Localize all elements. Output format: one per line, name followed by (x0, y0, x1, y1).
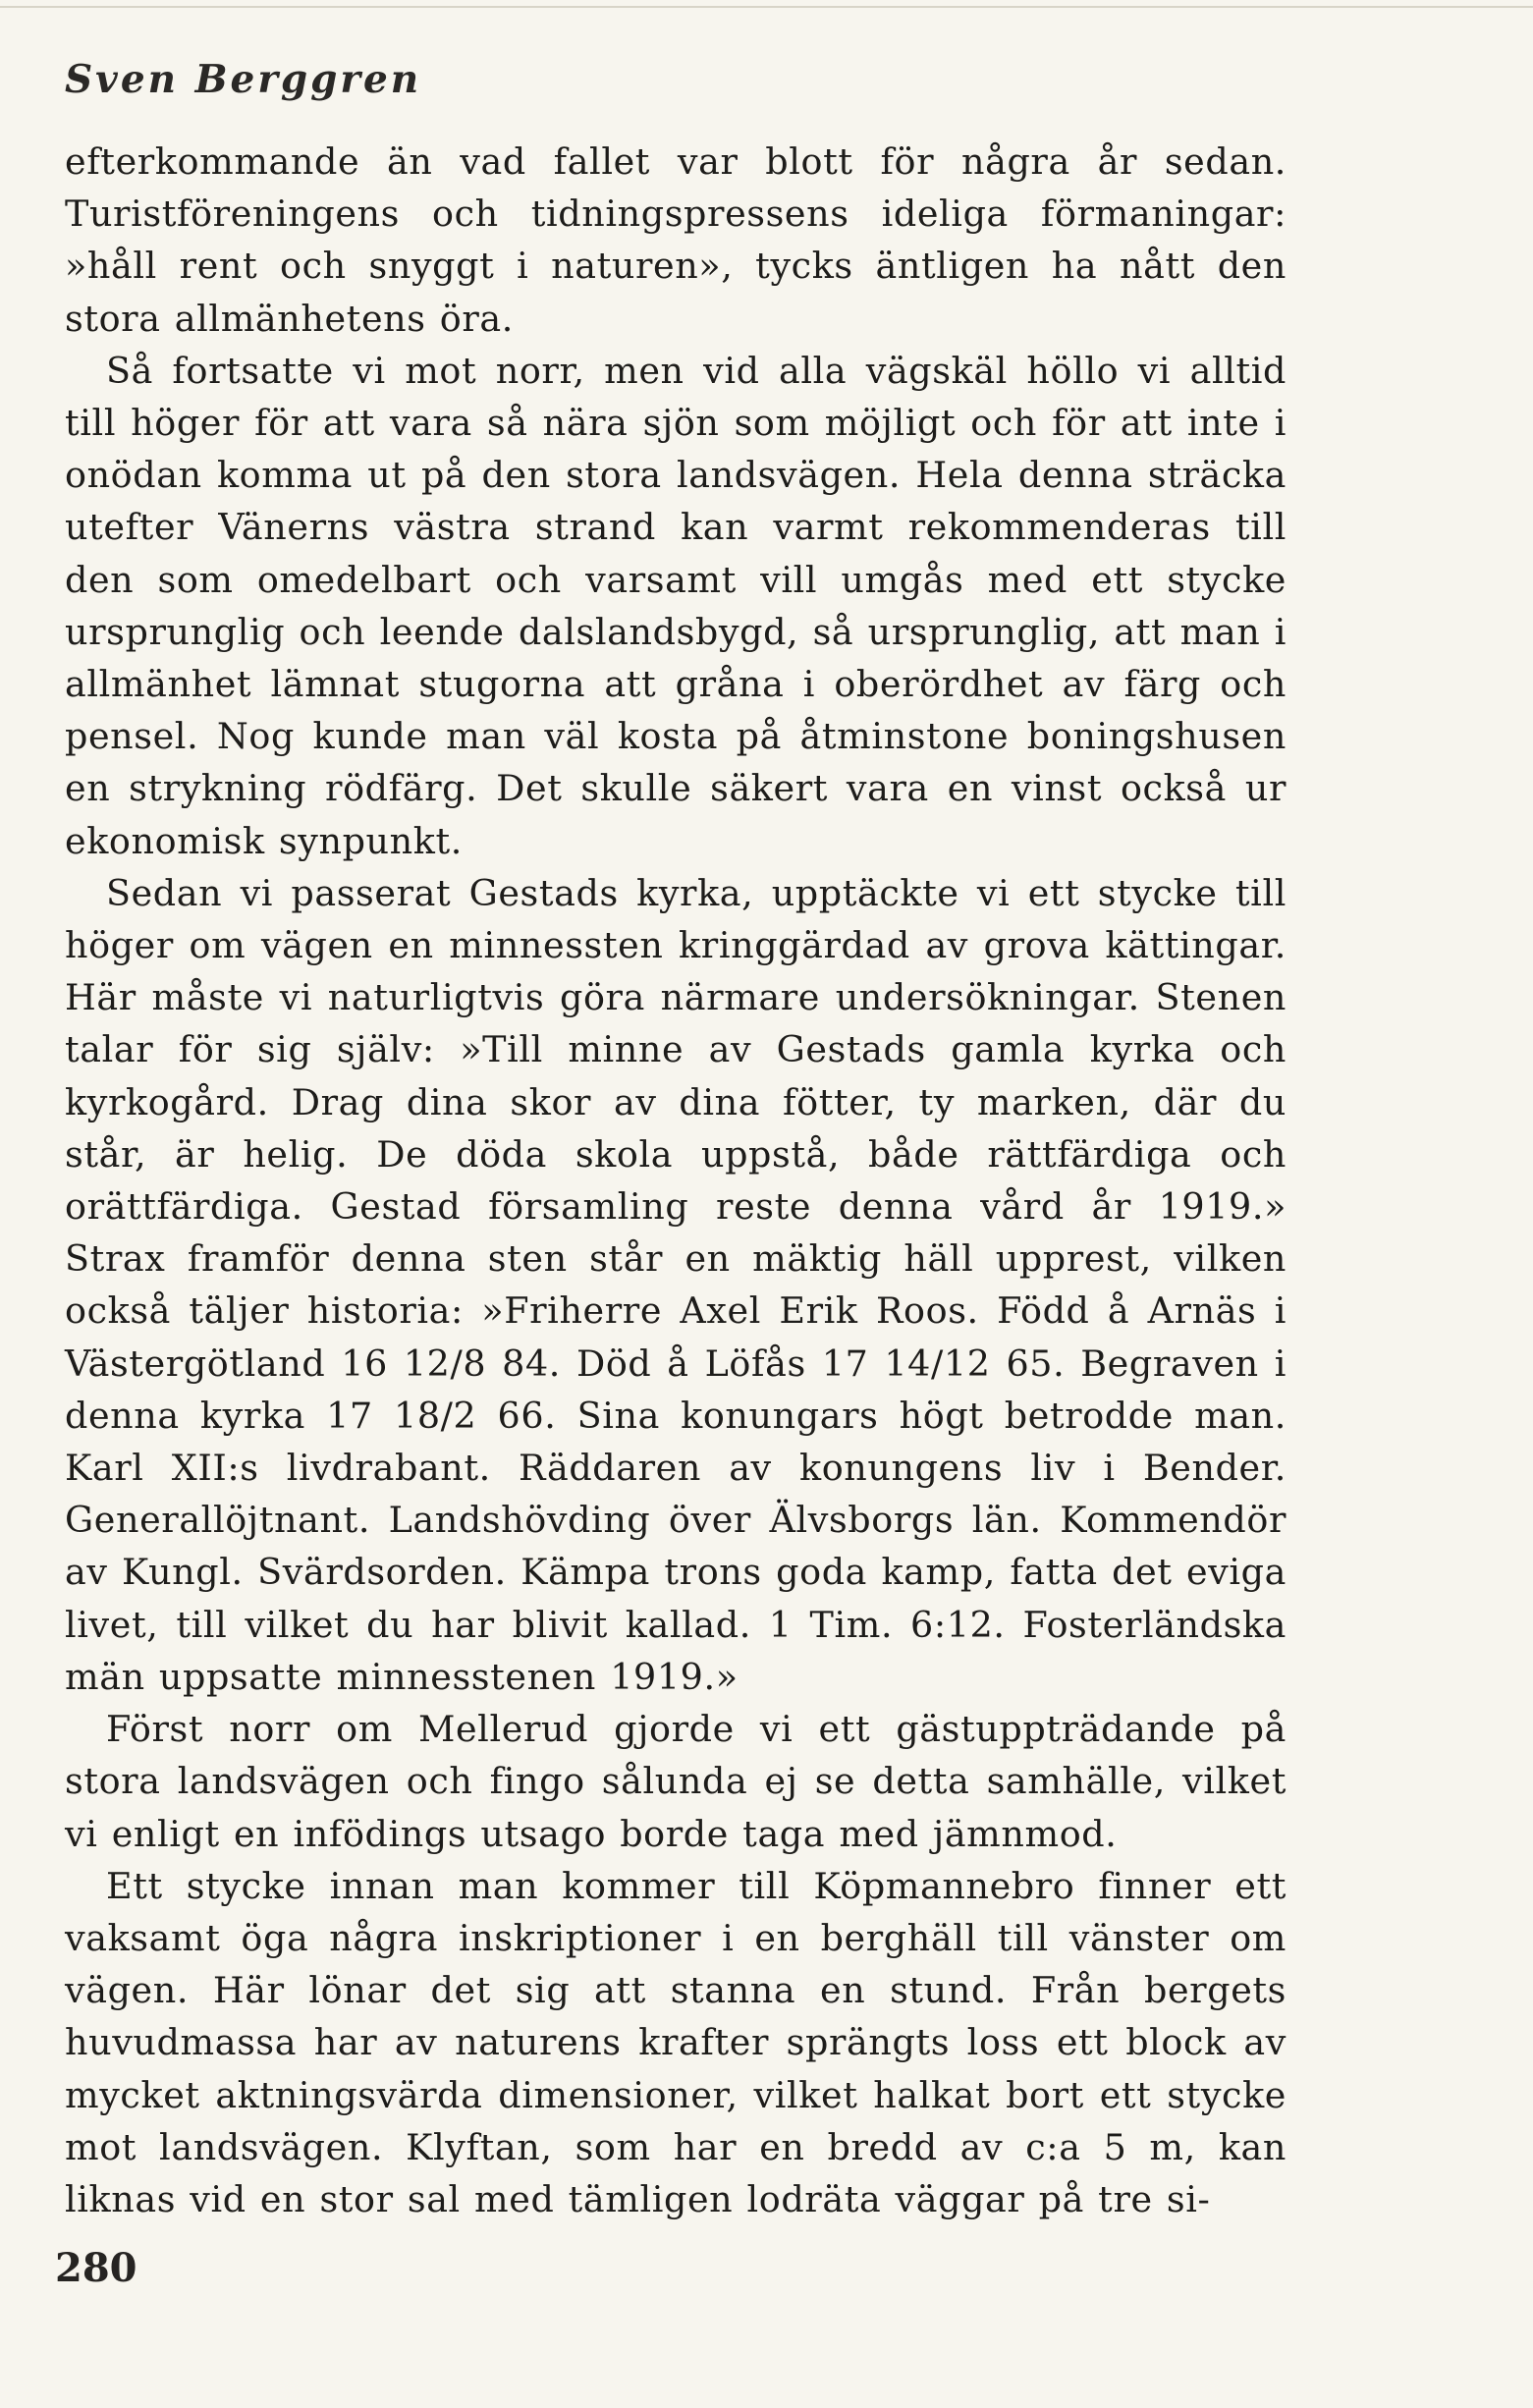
page-top-edge (0, 0, 1533, 8)
paragraph-2: Så fortsatte vi mot norr, men vid alla vägskäl höllo vi alltid till höger för att vara så nära sjön som möjligt och för att inte i onödan komma ut på den stora landsvägen. Hela denna sträcka utefter Vänerns västra strand kan varmt rekommenderas till den som omedelbart och varsamt vill umgås med ett stycke ursprunglig och leende dalslandsbygd, så ursprunglig, att man i allmänhet lämnat stugorna att gråna i oberördhet av färg och pensel. Nog kunde man väl kosta på åtminstone boningshusen en strykning rödfärg. Det skulle säkert vara en vinst också ur ekonomisk synpunkt. (65, 349, 1287, 862)
paragraph-4: Först norr om Mellerud gjorde vi ett gästuppträdande på stora landsvägen och fingo sålunda ej se detta samhälle, vilket vi enligt en infödings utsago borde taga med jämnmod. (65, 1708, 1287, 1855)
body-text (65, 136, 1287, 2225)
running-header: Sven Berggren (65, 57, 422, 102)
page-number: 280 (55, 2245, 137, 2291)
paragraph-3: Sedan vi passerat Gestads kyrka, upptäckte vi ett stycke till höger om vägen en minnessten kringgärdad av grova kättingar. Här måste vi naturligtvis göra närmare undersökningar. Stenen talar för sig själv: »Till minne av Gestads gamla kyrka och kyrkogård. Drag dina skor av dina fötter, ty marken, där du står, är helig. De döda skola uppstå, både rättfärdiga och orättfärdiga. Gestad församling reste denna vård år 1919.» Strax framför denna sten står en mäktig häll upprest, vilken också täljer historia: »Friherre Axel Erik Roos. Född å Arnäs i Västergötland 16 12/8 84. Död å Löfås 17 14/12 65. Begraven i denna kyrka 17 18/2 66. Sina konungars högt betrodde man. Karl XII:s livdrabant. Räddaren av konungens liv i Bender. Generallöjtnant. Landshövding över Älvsborgs län. Kommendör av Kungl. Svärdsorden. Kämpa trons goda kamp, fatta det eviga livet, till vilket du har blivit kallad. 1 Tim. 6:12. Fosterländska män uppsatte minnesstenen 1919.» (65, 871, 1287, 1698)
paragraph-5: Ett stycke innan man kommer till Köpmannebro finner ett vaksamt öga några inskriptioner i en berghäll till vänster om vägen. Här lönar det sig att stanna en stund. Från bergets huvudmassa har av naturens krafter sprängts loss ett block av mycket aktningsvärda dimensioner, vilket halkat bort ett stycke mot landsvägen. Klyftan, som har en bredd av c:a 5 m, kan liknas vid en stor sal med tämligen lodräta väggar på tre si- (65, 1864, 1287, 2220)
paragraph-1: efterkommande än vad fallet var blott för några år sedan. Turistföreningens och tidningspressens ideliga förmaningar: »håll rent och snyggt i naturen», tycks äntligen ha nått den stora allmänhetens öra. (65, 140, 1287, 340)
